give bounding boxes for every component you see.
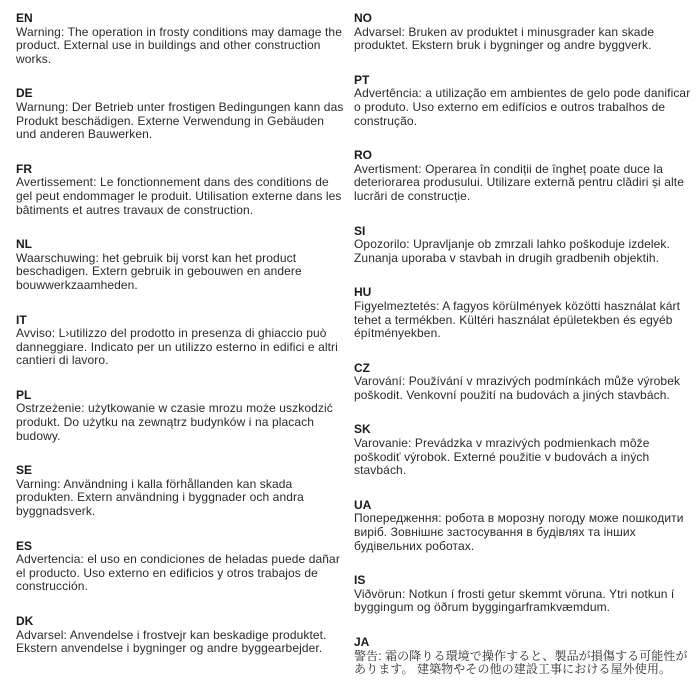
warning-text-pt: Advertência: a utilização em ambientes de gelo pode danificar o produto. Uso externo em edifícios e outros trabalhos de construção.	[354, 86, 691, 128]
warning-text-ua: Попередження: робота в морозну погоду може пошкодити виріб. Зовнішнє застосування в будівлях та інших будівельних роботах.	[354, 511, 684, 553]
warning-text-dk: Advarsel: Anvendelse i frostvejr kan beskadige produktet. Ekstern anvendelse i bygninger og andre byggearbejder.	[16, 627, 327, 656]
language-code-nl: NL	[16, 237, 32, 252]
language-code-ua: UA	[354, 497, 372, 512]
warning-section-ja	[354, 636, 692, 677]
warning-section-ro	[354, 149, 692, 203]
warning-text-no: Advarsel: Bruken av produktet i minusgrader kan skade produktet. Ekstern bruk i bygninger og andre byggverk.	[354, 24, 655, 53]
language-code-dk: DK	[16, 614, 34, 628]
warning-section-pl	[16, 389, 346, 443]
language-code-es: ES	[16, 538, 33, 553]
language-code-fr: FR	[16, 161, 32, 176]
warning-text-ro: Avertisment: Operarea în condiții de îngheț poate duce la deteriorarea produsului. Utilizare externă pentru clădiri și alte lucrări de construcție.	[354, 161, 684, 203]
left-column	[16, 12, 346, 692]
warning-text-es: Advertencia: el uso en condiciones de heladas puede dañar el producto. Uso externo en edificios y otros trabajos de construcción.	[16, 552, 340, 594]
warning-text-de: Warnung: Der Betrieb unter frostigen Bedingungen kann das Produkt beschädigen. Externe Verwendung in Gebäuden und anderen Bauwerken.	[16, 99, 344, 142]
language-code-pl: PL	[16, 387, 32, 402]
warning-text-se: Varning: Användning i kalla förhållanden kan skada produkten. Extern användning i byggnader och andra byggnadsverk.	[16, 476, 304, 519]
language-code-si: SI	[354, 223, 366, 238]
language-code-is: IS	[354, 573, 366, 588]
language-code-de: DE	[16, 86, 33, 101]
warning-section-en	[16, 12, 346, 66]
language-code-hu: HU	[354, 285, 372, 300]
language-code-se: SE	[16, 463, 33, 478]
warning-text-ja: 警告: 霜の降りる環境で操作すると、製品が損傷する可能性があります。 建築物やその他の建設工事における屋外使用。	[354, 648, 688, 677]
warning-text-fr: Avertissement: Le fonctionnement dans des conditions de gel peut endommager le produit. Utilisation externe dans les bâtiments et autres travaux de construction.	[16, 175, 342, 217]
language-code-it: IT	[16, 312, 27, 327]
warning-section-it	[16, 314, 346, 368]
language-code-sk: SK	[354, 422, 371, 437]
warning-text-si: Opozorilo: Upravljanje ob zmrzali lahko poškoduje izdelek. Zunanja uporaba v stavbah in drugih gradbenih objektih.	[354, 237, 670, 265]
warning-section-si	[354, 225, 692, 266]
warning-section-pt	[354, 74, 692, 128]
warning-section-se	[16, 464, 346, 518]
warning-section-is	[354, 574, 692, 615]
warning-section-dk	[16, 615, 346, 656]
warning-section-hu	[354, 286, 692, 340]
warning-section-nl	[16, 238, 346, 292]
warning-section-ua	[354, 499, 692, 553]
right-column	[354, 12, 692, 692]
warning-text-sk: Varovanie: Prevádzka v mrazivých podmienkach môže poškodiť výrobok. Externé použitie v budovách a iných stavbách.	[354, 436, 650, 478]
warning-section-es	[16, 540, 346, 594]
language-code-en: EN	[16, 11, 33, 25]
warning-section-sk	[354, 423, 692, 477]
warning-section-no	[354, 12, 692, 53]
warning-section-de	[16, 87, 346, 141]
language-code-cz: CZ	[354, 360, 370, 375]
warning-text-cz: Varování: Používání v mrazivých podmínkách může výrobek poškodit. Venkovní použití na budovách a jiných stavbách.	[354, 374, 681, 402]
warning-section-fr	[16, 163, 346, 217]
warning-text-nl: Waarschuwing: het gebruik bij vorst kan het product beschadigen. Extern gebruik in gebouwen en andere bouwwerkzaamheden.	[16, 250, 302, 292]
warning-text-it: Avviso: L›utilizzo del prodotto in presenza di ghiaccio può danneggiare. Indicato per un utilizzo esterno in edifici e altri cantieri di lavoro.	[16, 326, 338, 368]
warning-text-hu: Figyelmeztetés: A fagyos körülmények közötti használat kárt tehet a termékben. Kültéri használat épületekben és egyéb építményekben.	[354, 298, 681, 341]
language-code-ro: RO	[354, 148, 372, 163]
warning-text-is: Viðvörun: Notkun í frosti getur skemmt vöruna. Ytri notkun í byggingum og öðrum byggingarframkvæmdum.	[354, 586, 675, 615]
language-code-ja: JA	[354, 635, 370, 649]
warning-section-cz	[354, 362, 692, 403]
warning-text-en: Warning: The operation in frosty conditions may damage the product. External use in buildings and other construction works.	[16, 24, 342, 66]
language-code-pt: PT	[354, 72, 370, 87]
language-code-no: NO	[354, 11, 372, 25]
warning-text-pl: Ostrzeżenie: użytkowanie w czasie mrozu może uszkodzić produkt. Do użytku na zewnątrz budynków i na placach budowy.	[16, 401, 333, 443]
